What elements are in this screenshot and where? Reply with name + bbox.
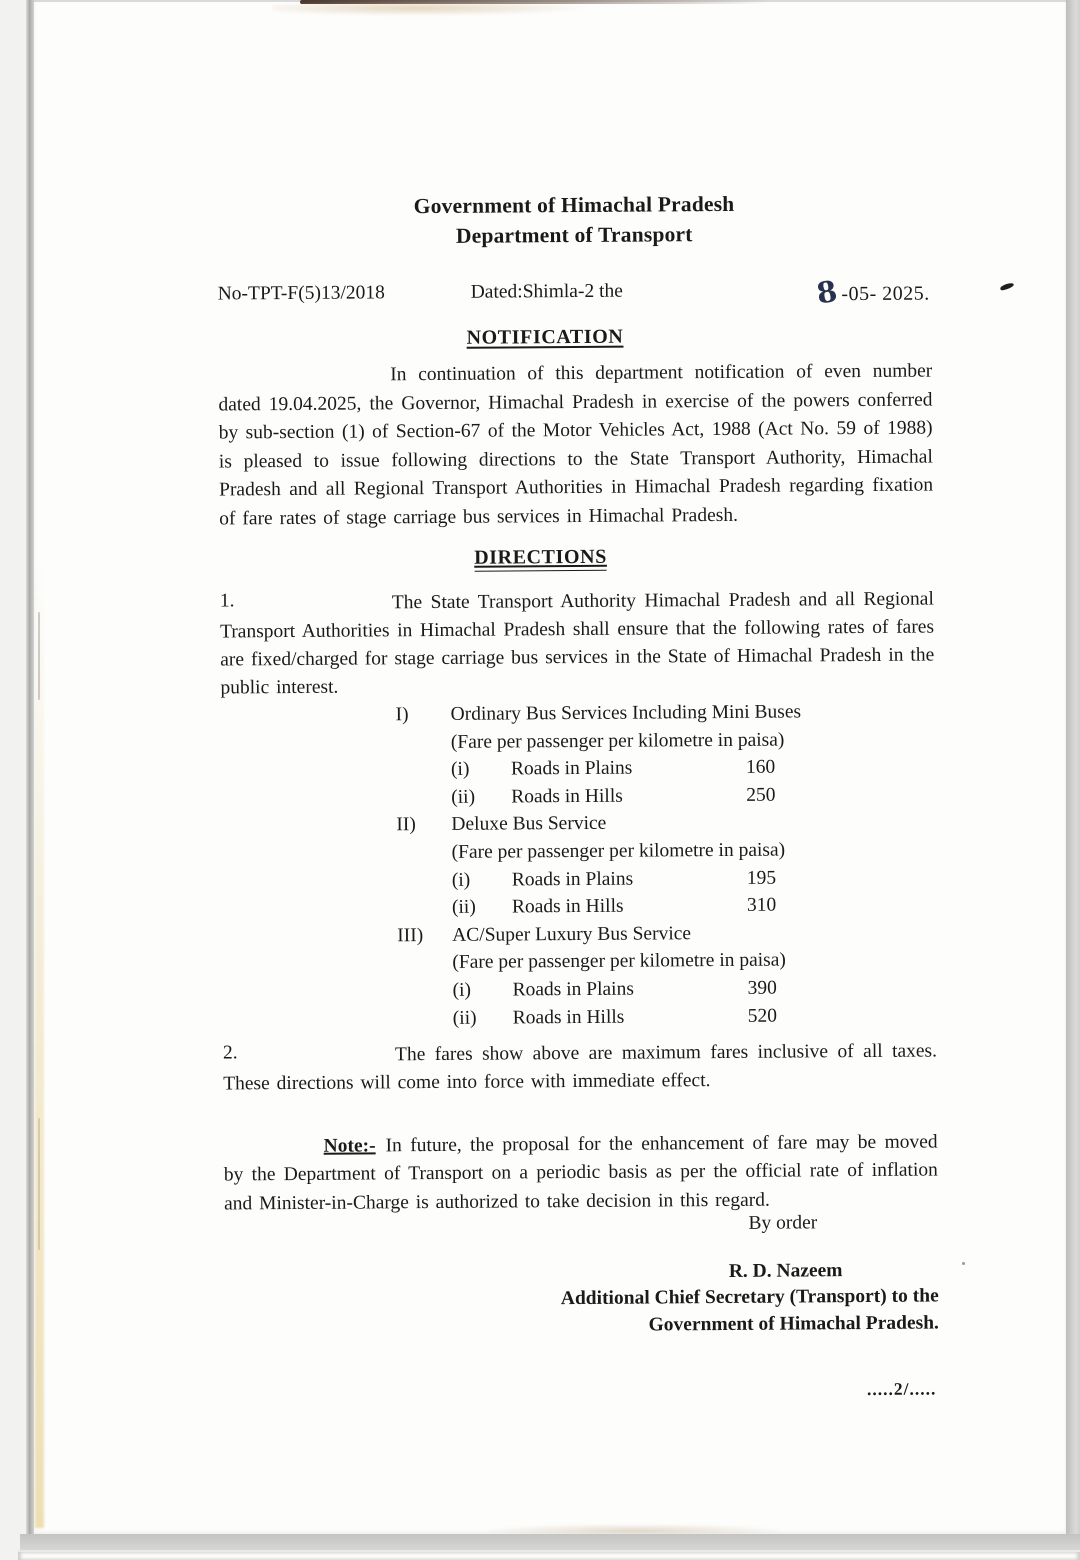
notification-heading: NOTIFICATION: [466, 325, 624, 349]
fare-group-title: Deluxe Bus Service: [451, 813, 607, 836]
note-text: In future, the proposal for the enhancement of fare may be moved by the Department of Transport on a periodic basis as per the official rate of inflation and Minister-in-Charge is authorized to take decision in this regard.: [223, 1131, 938, 1215]
signature-block: [224, 1257, 939, 1341]
fare-row-marker: (ii): [451, 786, 476, 808]
fare-group-numeral: II): [396, 814, 416, 836]
fare-row-value: 310: [746, 894, 777, 916]
fare-group-numeral: I): [395, 704, 409, 726]
note-label: Note:-: [323, 1135, 376, 1157]
direction-item-2: [223, 1038, 937, 1099]
fare-row-marker: (ii): [451, 896, 476, 919]
org-name: Government of Himachal Pradesh: [413, 191, 735, 219]
reference-number: No-TPT-F(5)13/2018: [217, 282, 385, 305]
pen-tick-mark: [1000, 282, 1015, 291]
fare-group-subtitle: (Fare per passenger per kilometre in paisa): [450, 729, 785, 753]
fare-row-value: 390: [747, 977, 777, 999]
pencil-mark: [38, 1118, 40, 1250]
fare-row-value: 520: [747, 1005, 778, 1027]
fare-row-marker: (ii): [452, 1007, 477, 1029]
signatory-name: R. D. Nazeem: [728, 1260, 843, 1282]
fare-group-numeral: III): [397, 924, 424, 947]
fare-group-title: Ordinary Bus Services Including Mini Buses: [450, 701, 802, 725]
fare-row-label: Roads in Hills: [512, 1006, 625, 1028]
direction-2-number: 2.: [222, 1042, 238, 1064]
fare-row: [223, 1001, 937, 1034]
fare-row-label: Roads in Hills: [511, 895, 624, 918]
fare-group-ordinary: [221, 698, 936, 813]
by-order-line: By order: [748, 1212, 818, 1234]
fare-group-subtitle: (Fare per passenger per kilometre in paisa): [451, 839, 786, 863]
fare-row-marker: (i): [452, 979, 472, 1001]
signatory-designation-line2: Government of Himachal Pradesh.: [648, 1312, 939, 1336]
direction-1-text: The State Transport Authority Himachal Pradesh and all Regional Transport Authorities in Himachal Pradesh shall ensure that the following rates of fares are fixed/charged for stage carriage bus services in the State of Himachal Pradesh in the public interest.: [219, 588, 935, 699]
directions-heading: DIRECTIONS: [474, 546, 607, 572]
fare-group-subtitle: (Fare per passenger per kilometre in paisa): [452, 949, 786, 974]
opening-paragraph: In continuation of this department notification of even number dated 19.04.2025, the Governor, Himachal Pradesh in exercise of the powers conferred by sub-section (1) of Section-67 of the Motor Vehicles Act, 1988 (Act No. 59 of 1988) is pleased to issue following directions to the State Transport Authority, Himachal Pradesh and all Regional Transport Authorities in Himachal Pradesh regarding fixation of fare rates of stage carriage bus services in Himachal Pradesh.: [218, 360, 934, 529]
dated-label: Dated:Shimla-2 the: [470, 280, 623, 303]
pencil-mark: [38, 612, 40, 700]
document-letterhead: [217, 188, 931, 253]
reference-row: [217, 273, 932, 311]
scan-yellow-streak: [35, 560, 44, 1528]
handwritten-day: 8: [814, 273, 841, 311]
fare-row-label: Roads in Plains: [510, 757, 633, 780]
scan-right-edge: [1066, 0, 1080, 1560]
directions-heading-row: [219, 544, 933, 574]
direction-item-1: [220, 586, 935, 703]
direction-2-text: The fares show above are maximum fares inclusive of all taxes. These directions will come into force with immediate effect.: [223, 1040, 938, 1095]
fare-schedule: [221, 698, 937, 1034]
fare-row-marker: (i): [450, 758, 470, 781]
fare-row-value: 160: [745, 756, 776, 779]
date-value: [814, 273, 930, 311]
notification-heading-row: [218, 324, 932, 352]
fare-row-value: 195: [746, 867, 777, 889]
ink-dot: [962, 1262, 965, 1265]
fare-row-label: Roads in Hills: [511, 785, 623, 808]
fare-row-label: Roads in Plains: [511, 868, 634, 891]
note-paragraph: [224, 1128, 939, 1218]
fare-group-deluxe: [221, 808, 936, 923]
fare-group-ac-super-luxury: [222, 918, 937, 1033]
fare-row-marker: (i): [451, 869, 471, 891]
fare-row-label: Roads in Plains: [512, 978, 634, 1001]
department-name: Department of Transport: [455, 222, 693, 248]
next-page-edge: [18, 1550, 1080, 1560]
fare-row-value: 250: [746, 784, 776, 806]
fare-group-title: AC/Super Luxury Bus Service: [452, 922, 692, 946]
scan-bottom-gap: [20, 1534, 1080, 1550]
document-content: [216, 0, 941, 1536]
direction-1-number: 1.: [219, 590, 235, 612]
printed-month-year: -05- 2025.: [841, 282, 930, 306]
page-continuation-marker: .....2/.....: [866, 1378, 937, 1399]
scan-left-seam: [26, 0, 34, 1560]
document-page: [34, 0, 1066, 1534]
signatory-designation-line1: Additional Chief Secretary (Transport) to the: [560, 1285, 939, 1310]
